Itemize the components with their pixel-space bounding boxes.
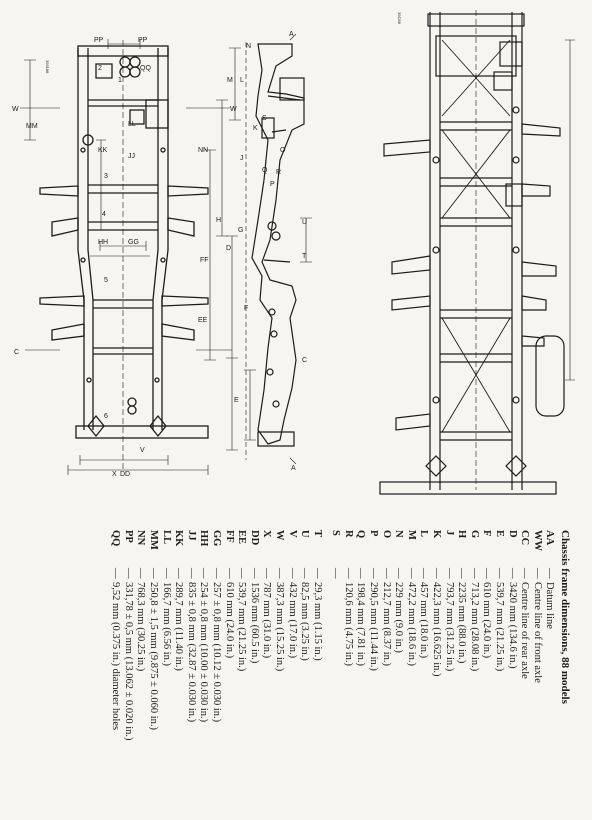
table-row	[247, 530, 260, 820]
label-2: 2	[98, 65, 102, 72]
label-U: U	[302, 219, 308, 226]
table-row	[518, 530, 531, 820]
label-D: D	[226, 245, 232, 252]
dash-separator: —	[342, 568, 354, 579]
dash-separator: —	[380, 568, 392, 579]
dimension-code: KK	[173, 530, 185, 547]
dash-separator: —	[236, 568, 248, 579]
table-row	[367, 530, 380, 820]
dash-separator: —	[299, 568, 311, 579]
dimension-code: QQ	[110, 530, 122, 547]
dimension-code: R	[342, 530, 354, 538]
dimension-code: M	[405, 530, 417, 540]
dimension-value: 793,7 mm (31.25 in.)	[443, 582, 455, 672]
table-row	[392, 530, 405, 820]
dimension-value: Centre line of front axle	[531, 582, 543, 683]
dimension-code: DD	[248, 530, 260, 546]
label-T: T	[302, 253, 307, 260]
table-row	[505, 530, 518, 820]
dimension-value: 120,6 mm (4.75 in.)	[342, 582, 354, 666]
table-row	[341, 530, 354, 820]
dimension-value: 610 mm (24.0 in.)	[481, 582, 493, 659]
table-row	[184, 530, 197, 820]
table-row	[467, 530, 480, 820]
dimension-code: X	[261, 530, 273, 538]
table-row	[260, 530, 273, 820]
table-title: Chassis frame dimensions, 88 models	[559, 530, 571, 704]
label-LL: LL	[128, 121, 136, 128]
dimension-value: 289,7 mm (11.40 in.)	[173, 582, 185, 671]
dash-separator: —	[122, 568, 134, 579]
dimension-code: O	[380, 530, 392, 539]
label-MM: MM	[26, 123, 38, 130]
label-3: 3	[104, 173, 108, 180]
table-row	[310, 530, 323, 820]
label-V: V	[140, 447, 145, 454]
dash-separator: —	[468, 568, 480, 579]
dash-separator: —	[405, 568, 417, 579]
dimension-code: AA	[544, 530, 556, 546]
label-R: R	[276, 169, 282, 176]
label-M: M	[227, 77, 233, 84]
dimension-code: K	[431, 530, 443, 539]
dash-separator: —	[330, 568, 342, 579]
dimension-value: 250,8 ± 1,5 mm (9.875 ± 0.060 in.)	[148, 582, 159, 731]
dimension-value: 387,3 mm (15.25 in.)	[273, 582, 285, 672]
dimension-value: 539,7 mm (21.25 in.)	[494, 582, 506, 672]
dimension-code: WW	[531, 530, 543, 551]
table-row	[417, 530, 430, 820]
dash-separator: —	[368, 568, 380, 579]
dimension-value: 9,52 mm (0.375 in.) diameter holes	[110, 582, 122, 731]
label-1: 1	[118, 77, 122, 84]
dimension-code: EE	[236, 530, 248, 545]
label-EE: EE	[198, 317, 208, 324]
dimension-value: 1536 mm (60.5 in.)	[248, 582, 260, 664]
table-row	[272, 530, 285, 820]
dash-separator: —	[273, 568, 285, 579]
dimension-code: H	[456, 530, 468, 539]
label-KK: KK	[98, 147, 108, 154]
label-A-top: A	[289, 31, 294, 38]
dash-separator: —	[355, 568, 367, 579]
label-JJ: JJ	[128, 153, 135, 160]
dash-separator: —	[531, 568, 543, 579]
table-row	[222, 530, 235, 820]
dimension-value: 713,2 mm (28.08 in.)	[468, 582, 480, 672]
table-row	[146, 530, 159, 820]
dash-separator: —	[456, 568, 468, 579]
dimension-code: FF	[223, 530, 235, 543]
table-row	[209, 530, 222, 820]
table-row	[455, 530, 468, 820]
dimension-value: 539,7 mm (21.25 in.)	[236, 582, 248, 672]
table-row	[285, 530, 298, 820]
table-row	[543, 530, 556, 820]
label-C: C	[302, 357, 308, 364]
dimension-value: Centre line of rear axle	[519, 582, 531, 679]
dash-separator: —	[248, 568, 260, 579]
table-row	[492, 530, 505, 820]
dash-separator: —	[544, 568, 556, 579]
dash-separator: —	[210, 568, 222, 579]
dash-separator: —	[443, 568, 455, 579]
table-row	[235, 530, 248, 820]
dimension-value: 290,5 mm (11.44 in.)	[368, 582, 380, 671]
dimension-code: HH	[198, 530, 210, 547]
dash-separator: —	[431, 568, 443, 579]
label-A-bottom: A	[291, 465, 296, 472]
frame-side-elevation	[252, 44, 304, 446]
dimension-value: 229 mm (9.0 in.)	[393, 582, 405, 653]
dash-separator: —	[223, 568, 235, 579]
label-6: 6	[104, 413, 108, 420]
dash-separator: —	[110, 568, 122, 579]
dash-separator: —	[519, 568, 531, 579]
label-4: 4	[102, 211, 106, 218]
dimension-value: 472,2 mm (18.6 in.)	[405, 582, 417, 666]
label-NN: NN	[198, 147, 209, 154]
label-S: S	[262, 115, 267, 122]
label-GG: GG	[128, 239, 139, 246]
dimension-value: 610 mm (24.0 in.)	[223, 582, 235, 659]
table-row	[109, 530, 122, 820]
figure-ref-left: 395188	[45, 60, 50, 74]
dash-separator: —	[160, 568, 172, 579]
label-L: L	[240, 77, 244, 84]
dimension-code: MM	[148, 530, 159, 550]
dimension-code: NN	[135, 530, 147, 546]
table-row	[354, 530, 367, 820]
dimension-value: 29,3 mm (1.15 in.)	[311, 582, 323, 661]
dimension-value: 422,3 mm (16.625 in.)	[431, 582, 443, 677]
dimension-value: 835 ± 0,8 mm (32.87 ± 0.030 in.)	[185, 582, 197, 723]
dimension-value: 2235 mm (88.0 in.)	[456, 582, 468, 664]
dimension-value: 787 mm (31.0 in.)	[261, 582, 273, 659]
label-J: J	[240, 155, 244, 162]
dimension-value: 768,3 mm (30.25 in.)	[135, 582, 147, 672]
label-HH: HH	[98, 239, 109, 246]
dimension-code: S	[330, 530, 342, 536]
dimension-value: 254 ± 0,8 mm (10.00 ± 0.030 in.)	[198, 582, 210, 723]
dimension-code: V	[286, 530, 298, 538]
dimension-code: P	[368, 530, 380, 537]
overview-dimension-line	[476, 10, 575, 490]
table-row	[134, 530, 147, 820]
table-row	[121, 530, 134, 820]
table-row	[329, 530, 342, 820]
label-W-right: W	[230, 106, 237, 113]
table-row	[159, 530, 172, 820]
dash-separator: —	[135, 568, 147, 579]
table-row	[379, 530, 392, 820]
label-C-left: C	[14, 349, 20, 356]
dimension-value	[329, 582, 342, 820]
label-W-left: W	[12, 106, 19, 113]
label-E: E	[234, 397, 239, 404]
dimension-code: J	[443, 530, 455, 536]
dash-separator: —	[311, 568, 323, 579]
dimension-value: 257 ± 0,8 mm (10.12 ± 0.030 in.)	[210, 582, 222, 723]
dimension-code: E	[494, 530, 506, 538]
label-F: F	[244, 305, 249, 312]
dash-separator: —	[481, 568, 493, 579]
table-row	[442, 530, 455, 820]
table-row	[480, 530, 493, 820]
dimension-code: T	[311, 530, 323, 538]
dimension-value: 166,7 mm (6.56 in.)	[160, 582, 172, 666]
dimension-value: Datum line	[544, 582, 556, 629]
drawing-labels	[12, 31, 307, 478]
label-Q: Q	[262, 167, 268, 174]
table-row	[404, 530, 417, 820]
dimension-value: 198,4 mm (7.81 in.)	[355, 582, 367, 666]
dimension-code: N	[393, 530, 405, 538]
dimension-code: LL	[160, 530, 172, 545]
dash-separator: —	[286, 568, 298, 579]
label-PP-left: PP	[94, 37, 104, 44]
label-FF: FF	[200, 257, 209, 264]
table-row	[197, 530, 210, 820]
dimension-code: PP	[122, 530, 134, 543]
figure-ref-right: 39C88	[397, 12, 402, 24]
dimension-value: 3420 mm (134.6 in.)	[506, 582, 518, 669]
dimension-code: JJ	[185, 530, 197, 541]
dash-separator: —	[261, 568, 273, 579]
dimension-code: U	[299, 530, 311, 538]
dimension-code: GG	[210, 530, 222, 547]
dash-separator: —	[418, 568, 430, 579]
dimension-code: Q	[355, 530, 367, 539]
dash-separator: —	[173, 568, 185, 579]
dash-separator: —	[185, 568, 197, 579]
label-5: 5	[104, 277, 108, 284]
label-QQ: QQ	[140, 65, 151, 72]
label-G: G	[238, 227, 244, 234]
dimension-code: F	[481, 530, 493, 537]
dimension-value: 457 mm (18.0 in.)	[418, 582, 430, 659]
dimension-code: L	[418, 530, 430, 538]
label-X: X	[112, 471, 117, 478]
dash-separator: —	[393, 568, 405, 579]
dimension-value: 212,7 mm (8.37 in.)	[380, 582, 392, 666]
label-P: P	[270, 181, 275, 188]
dimension-table	[109, 530, 571, 820]
dash-separator: —	[148, 568, 159, 579]
label-O: O	[280, 147, 286, 154]
table-row	[429, 530, 442, 820]
dimension-code: G	[468, 530, 480, 539]
label-DD: DD	[120, 471, 131, 478]
dimension-code: D	[506, 530, 518, 538]
table-row	[172, 530, 185, 820]
label-PP-right: PP	[138, 37, 148, 44]
table-row	[530, 530, 543, 820]
label-H: H	[216, 217, 222, 224]
frame-plan-view	[40, 46, 208, 438]
dimension-code: CC	[519, 530, 531, 546]
label-N: N	[246, 43, 252, 50]
dash-separator: —	[198, 568, 210, 579]
dimension-value: 432 mm (17.0 in.)	[286, 582, 298, 659]
label-K: K	[253, 125, 258, 132]
dimension-value: 82,5 mm (3.25 in.)	[299, 582, 311, 661]
table-row	[298, 530, 311, 820]
dimension-value: 331,78 ± 0,5 mm (13.062 ± 0.020 in.)	[122, 582, 134, 741]
chassis-overview	[380, 12, 564, 494]
dash-separator: —	[494, 568, 506, 579]
dimension-code: W	[273, 530, 285, 541]
dash-separator: —	[506, 568, 518, 579]
